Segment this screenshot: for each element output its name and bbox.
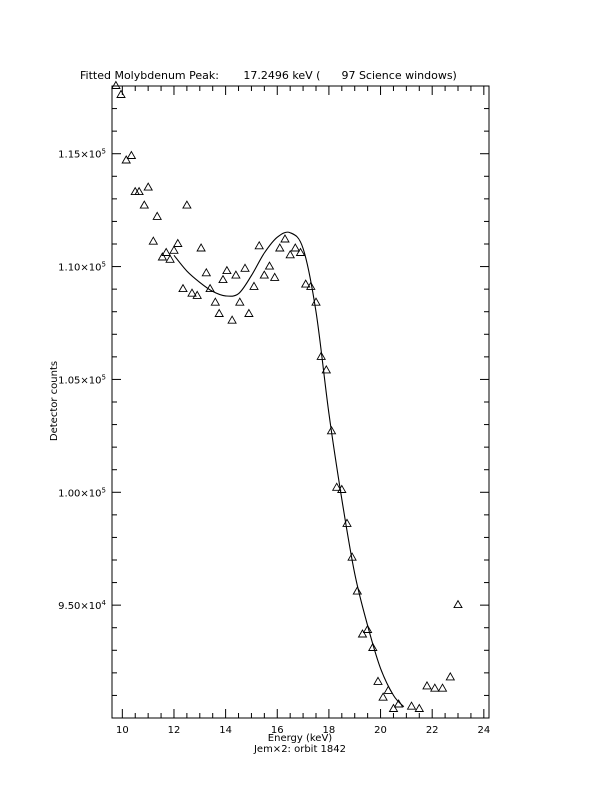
chart-title: Fitted Molybdenum Peak: 17.2496 keV ( 97 Science windows) bbox=[80, 69, 457, 82]
data-point-triangle bbox=[149, 237, 157, 244]
data-point-triangle bbox=[241, 264, 249, 271]
data-point-triangle bbox=[197, 244, 205, 251]
data-point-triangle bbox=[122, 156, 130, 163]
data-point-triangle bbox=[454, 601, 462, 608]
y-tick-label: $1.00\times 10^5$ bbox=[58, 486, 106, 500]
x-tick-label: 20 bbox=[374, 725, 387, 736]
data-point-triangle bbox=[281, 235, 289, 242]
fit-curve bbox=[174, 232, 404, 707]
data-point-triangle bbox=[446, 673, 454, 680]
data-point-triangle bbox=[408, 702, 416, 709]
axis-ticks bbox=[112, 86, 489, 718]
data-point-triangle bbox=[211, 298, 219, 305]
data-point-triangle bbox=[158, 253, 166, 260]
data-point-triangle bbox=[127, 152, 135, 159]
data-point-triangle bbox=[260, 271, 268, 278]
data-point-triangle bbox=[343, 519, 351, 526]
x-tick-label: 10 bbox=[115, 725, 129, 736]
data-point-triangle bbox=[219, 276, 227, 283]
x-axis-label: Energy (keV) bbox=[267, 733, 333, 744]
x-tick-label: 22 bbox=[425, 725, 439, 736]
data-point-triangle bbox=[140, 201, 148, 208]
data-point-triangle bbox=[415, 705, 423, 712]
data-point-triangle bbox=[271, 273, 279, 280]
data-point-triangle bbox=[431, 684, 439, 691]
data-point-triangle bbox=[202, 269, 210, 276]
data-point-triangle bbox=[312, 298, 320, 305]
data-point-triangle bbox=[390, 705, 398, 712]
data-point-triangle bbox=[379, 693, 387, 700]
data-point-triangle bbox=[359, 630, 367, 637]
data-point-triangle bbox=[170, 246, 178, 253]
data-point-triangle bbox=[215, 310, 223, 317]
data-points bbox=[112, 82, 462, 712]
y-tick-label: $1.05\times 10^5$ bbox=[58, 373, 106, 387]
data-point-triangle bbox=[245, 310, 253, 317]
data-point-triangle bbox=[291, 244, 299, 251]
data-point-triangle bbox=[423, 682, 431, 689]
data-point-triangle bbox=[166, 255, 174, 262]
data-point-triangle bbox=[286, 251, 294, 258]
data-point-triangle bbox=[112, 82, 120, 89]
data-point-triangle bbox=[228, 316, 236, 323]
y-tick-label: $9.50\times 10^4$ bbox=[58, 599, 106, 613]
data-point-triangle bbox=[174, 240, 182, 247]
data-point-triangle bbox=[439, 684, 447, 691]
data-point-triangle bbox=[117, 91, 125, 98]
y-tick-label: $1.15\times 10^5$ bbox=[58, 147, 106, 161]
data-point-triangle bbox=[232, 271, 240, 278]
data-point-triangle bbox=[223, 267, 231, 274]
y-tick-label: $1.10\times 10^5$ bbox=[58, 260, 106, 274]
data-point-triangle bbox=[236, 298, 244, 305]
data-point-triangle bbox=[193, 291, 201, 298]
data-point-triangle bbox=[144, 183, 152, 190]
data-point-triangle bbox=[255, 242, 263, 249]
data-point-triangle bbox=[353, 587, 361, 594]
data-point-triangle bbox=[179, 285, 187, 292]
plot-frame bbox=[112, 86, 489, 718]
y-tick-labels bbox=[58, 148, 106, 612]
x-tick-label: 12 bbox=[167, 725, 181, 736]
x-tick-label: 18 bbox=[322, 725, 336, 736]
y-axis-label: Detector counts bbox=[49, 360, 60, 442]
chart-subtitle: Jem×2: orbit 1842 bbox=[253, 744, 347, 755]
data-point-triangle bbox=[276, 244, 284, 251]
data-point-triangle bbox=[374, 677, 382, 684]
data-point-triangle bbox=[250, 282, 258, 289]
data-point-triangle bbox=[183, 201, 191, 208]
x-tick-label: 24 bbox=[477, 725, 491, 736]
data-point-triangle bbox=[266, 262, 274, 269]
x-tick-label: 14 bbox=[219, 725, 232, 736]
x-tick-label: 16 bbox=[270, 725, 284, 736]
data-point-triangle bbox=[395, 700, 403, 707]
data-point-triangle bbox=[153, 212, 161, 219]
